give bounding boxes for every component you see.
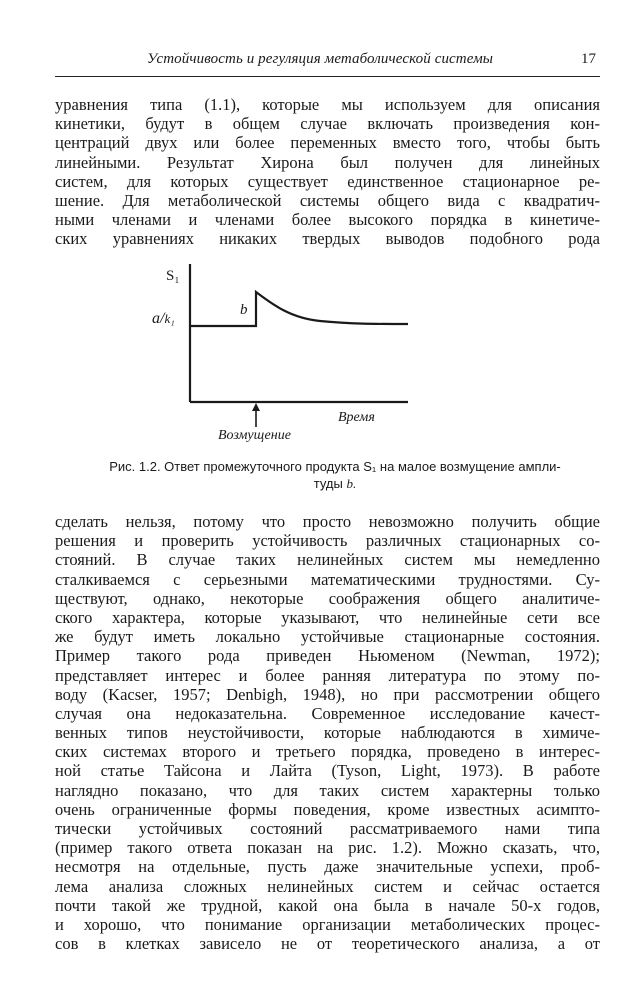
figure-1-2 [152, 262, 420, 452]
response-plot [160, 262, 420, 452]
text-line: лема анализа сложных нелинейных систем и сейчас остается [55, 876, 600, 896]
perturbation-arrow-head [252, 403, 260, 411]
text-line: стояний. В случае таких нелинейных систем мы немедленно [55, 550, 600, 570]
caption-line-2 [80, 475, 590, 492]
caption-line-2-text: туды [313, 476, 347, 491]
x-axis-label: Время [338, 410, 375, 425]
caption-line-2-variable: b. [346, 476, 357, 491]
paragraph-top [55, 95, 600, 249]
caption-line-1: Рис. 1.2. Ответ промежуточного продукта S₁ на малое возмущение ампли- [109, 459, 561, 474]
text-line: венных типов неустойчивости, которые наблюдаются в химиче- [55, 723, 600, 743]
text-line: представляет интерес и более ранняя литература по этому по- [55, 665, 600, 685]
text-line: ского характера, которые указывают, что нелинейные сети все [55, 607, 600, 627]
text-line: очень ограниченные формы поведения, кроме известных асимпто- [55, 799, 600, 819]
level-label-denominator: k₁ [164, 311, 175, 326]
paragraph-bottom [55, 512, 600, 953]
text-line: сделать нельзя, потому что просто невозможно получить общие [55, 512, 600, 531]
page-number: 17 [581, 51, 596, 67]
text-line: ских системах второго и третьего порядка, проведено в интерес- [55, 742, 600, 762]
y-axis-label: S₁ [166, 268, 180, 284]
text-line: (пример такого ответа показан на рис. 1.2). Можно сказать, что, [55, 838, 600, 858]
text-line: случая она недоказательна. Современное исследование качест- [55, 703, 600, 723]
text-line: сов в клетках зависело не от теоретического анализа, а от [55, 934, 600, 954]
level-label: a/k₁ [152, 310, 175, 327]
figure-caption [80, 458, 590, 492]
text-line: ной статье Тайсона и Лайта (Tyson, Light, 1973). В работе [55, 761, 600, 781]
text-line: сталкиваемся с серьезными математическими трудностями. Су- [55, 569, 600, 589]
text-line: воду (Kacser, 1957; Denbigh, 1948), но при рассмотрении общего [55, 684, 600, 704]
text-line: систем, для которых существует единственное стационарное ре- [55, 171, 600, 191]
level-label-numerator: a [152, 310, 160, 327]
text-line: тически устойчивых состояний рассматриваемого нами типа [55, 819, 600, 838]
text-line: кинетики, будут в общем случае включать произведения кон- [55, 114, 600, 134]
text-line: Пример такого рода приведен Ньюменом (Newman, 1972); [55, 646, 600, 666]
text-line: ными членами и членами более высокого порядка в кинетиче- [55, 210, 600, 230]
response-curve [190, 292, 408, 326]
text-line: линейными. Результат Хирона был получен для линейных [55, 152, 600, 172]
text-line: почти такой же трудной, какой она была в начале 50-х годов, [55, 895, 600, 915]
perturbation-amplitude-label: b [240, 302, 248, 318]
text-line: центраций двух или более переменных вместо того, чтобы быть [55, 133, 600, 153]
text-line: уравнения типа (1.1), которые мы используем для описания [55, 95, 600, 114]
running-header-title: Устойчивость и регуляция метаболической системы [147, 51, 494, 67]
running-header [55, 50, 600, 77]
text-line: и хорошо, что понимание организации метаболических процес- [55, 914, 600, 934]
text-line: же будут иметь локально устойчивые стационарные состояния. [55, 627, 600, 647]
text-line: наглядно показано, что для таких систем характерны только [55, 780, 600, 800]
text-line: ществуют, однако, некоторые соображения общего аналитиче- [55, 588, 600, 608]
text-line: шение. Для метаболической системы общего вида с квадратич- [55, 190, 600, 210]
text-line: несмотря на отдельные, пусть даже значительные успехи, проб- [55, 857, 600, 877]
perturbation-label: Возмущение [218, 428, 291, 443]
text-line: решения и проверить устойчивость различных стационарных со- [55, 531, 600, 551]
text-line: ских уравнениях никаких твердых выводов подобного рода [55, 229, 600, 249]
